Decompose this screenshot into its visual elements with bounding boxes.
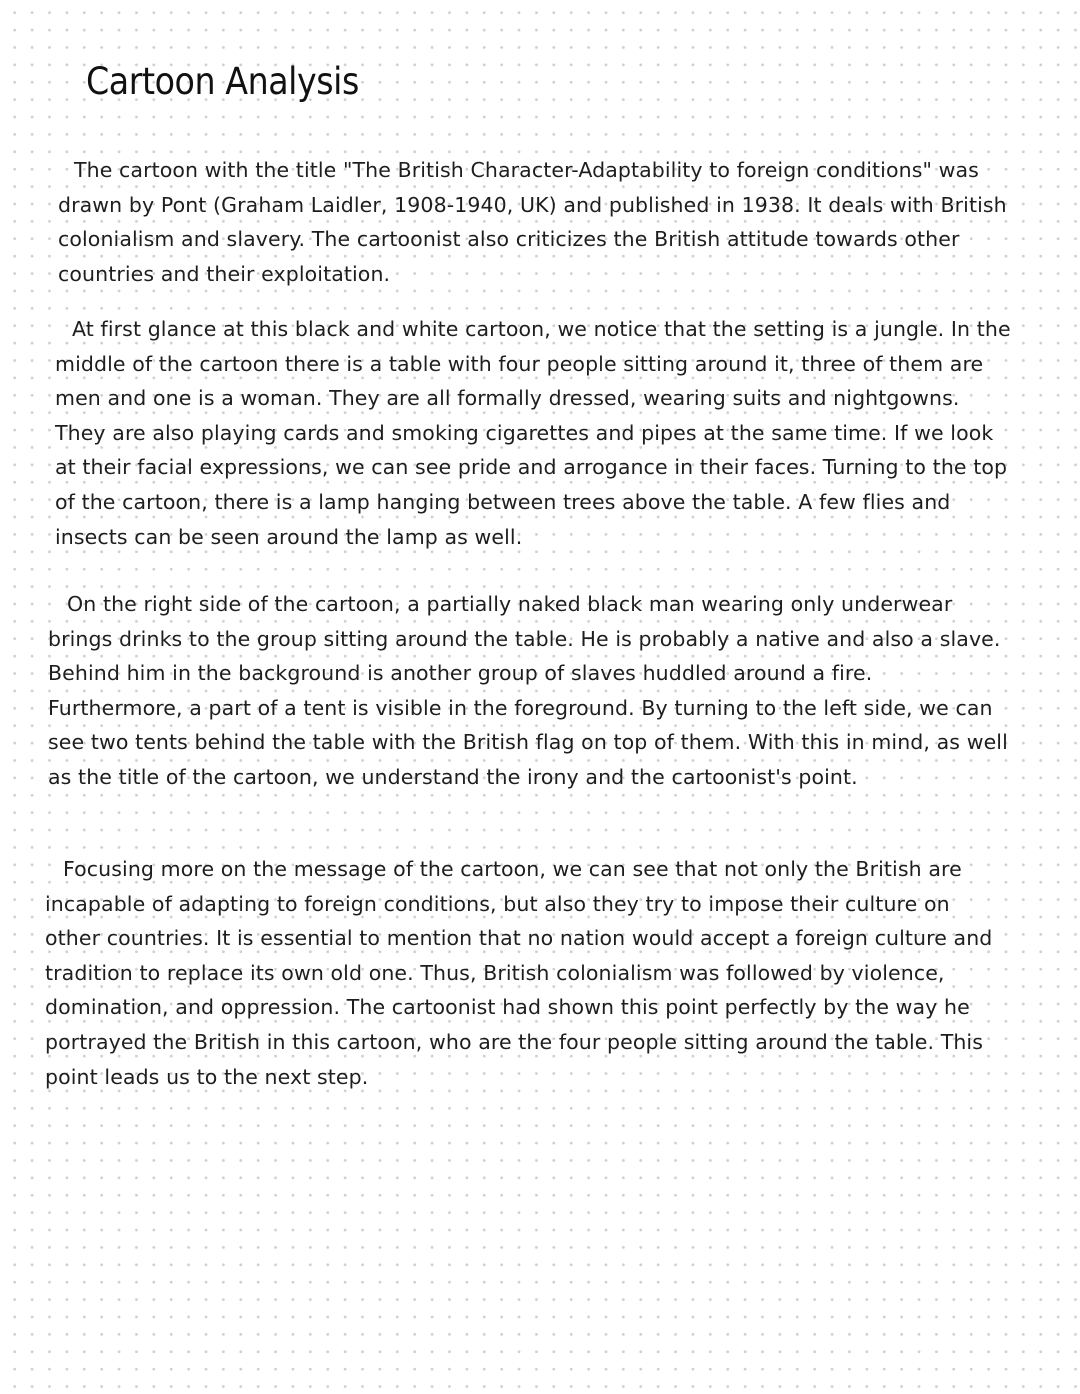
- paragraph-right-side: On the right side of the cartoon, a partially naked black man wearing only underwear brings drinks to the group sitting around the table. He is probably a native and also a slave. Behind him in the background is another group of slaves huddled around a fire. Furthermore, a part of a tent is visible in the foreground. By turning to the left side, we can see two tents behind the table with the British flag on top of them. With this in mind, as well as the title of the cartoon, we understand the irony and the cartoonist's point.: [48, 592, 1008, 789]
- paragraph-description: At first glance at this black and white cartoon, we notice that the setting is a jungle. In the middle of the cartoon there is a table with four people sitting around it, three of them are men and one is a woman. They are all formally dressed, wearing suits and nightgowns. They are also playing cards and smoking cigarettes and pipes at the same time. If we look at their facial expressions, we can see pride and arrogance in their faces. Turning to the top of the cartoon, there is a lamp hanging between trees above the table. A few flies and insects can be seen around the lamp as well.: [55, 317, 1011, 549]
- page-title: Cartoon Analysis: [86, 60, 359, 103]
- paragraph-message: Focusing more on the message of the cartoon, we can see that not only the British are incapable of adapting to foreign conditions, but also they try to impose their culture on other countries. It is essential to mention that no nation would accept a foreign culture and tradition to replace its own old one. Thus, British colonialism was followed by violence, domination, and oppression. The cartoonist had shown this point perfectly by the way he portrayed the British in this cartoon, who are the four people sitting around the table. This point leads us to the next step.: [45, 857, 993, 1089]
- paragraph-introduction: The cartoon with the title "The British Character-Adaptability to foreign conditions" was drawn by Pont (Graham Laidler, 1908-1940, UK) and published in 1938. It deals with British colonialism and slavery. The cartoonist also criticizes the British attitude towards other countries and their exploitation.: [58, 158, 1007, 286]
